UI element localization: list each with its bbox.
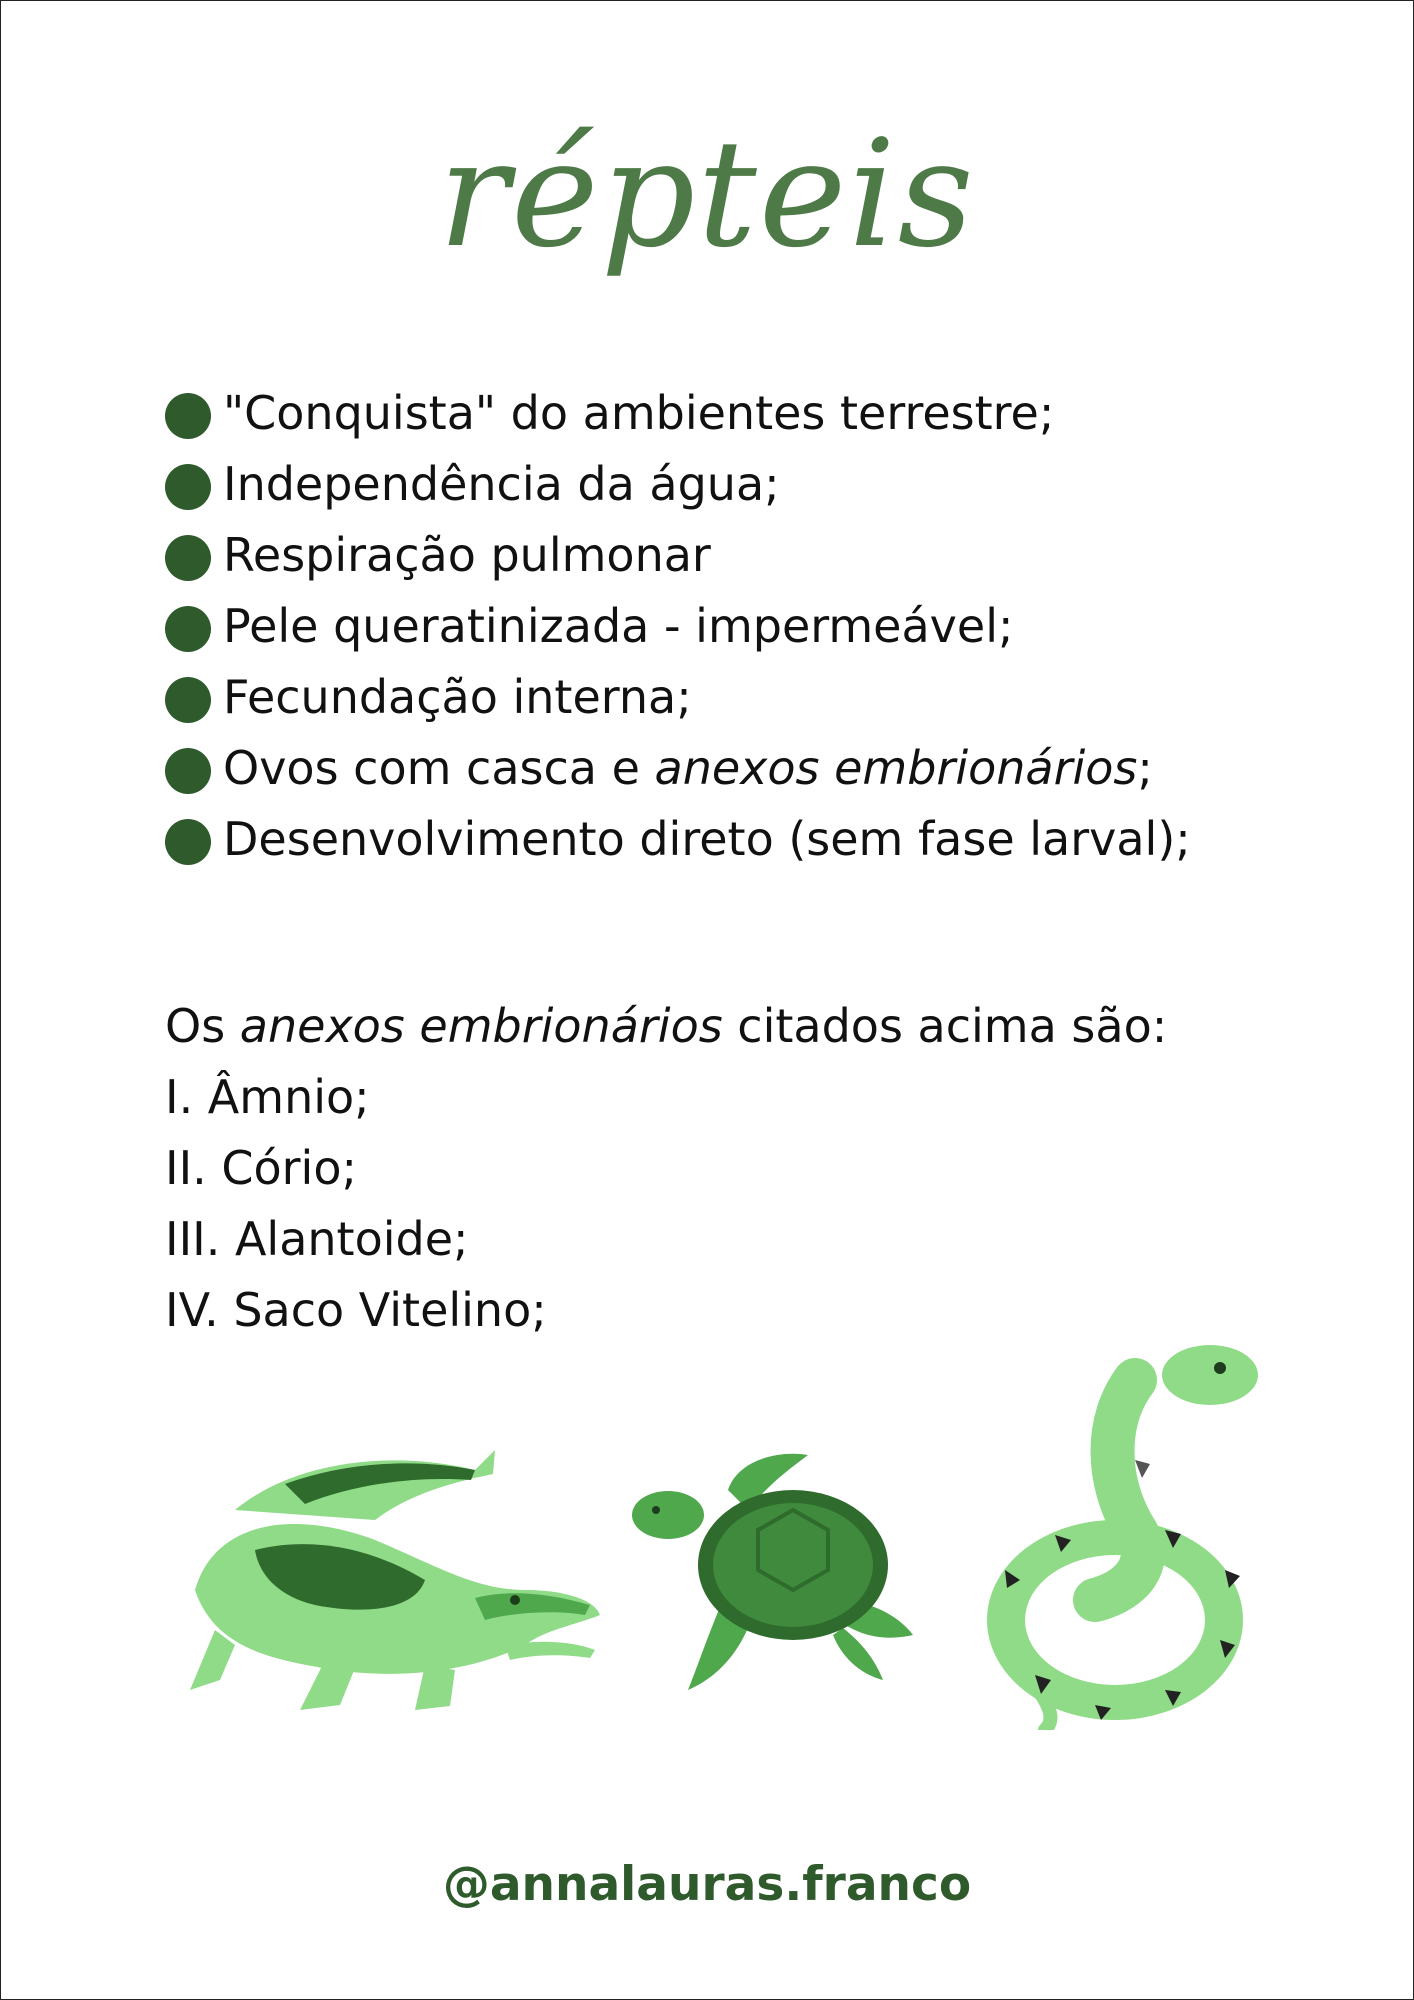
- author-handle: @annalauras.franco: [442, 1857, 972, 1912]
- list-item-text: Pele queratinizada - impermeável;: [223, 599, 1014, 653]
- crocodile-icon: [175, 1440, 605, 1720]
- list-item-text: Ovos com casca e: [223, 741, 655, 795]
- list-item: [165, 591, 1191, 662]
- bullet-dot-icon: [165, 819, 211, 865]
- page-title: répteis: [438, 108, 976, 280]
- list-item-text-end: ;: [1137, 741, 1153, 795]
- annexes-intro-emphasis: anexos embrionários: [239, 999, 723, 1053]
- bullet-dot-icon: [165, 677, 211, 723]
- list-item-text: Desenvolvimento direto (sem fase larval);: [223, 812, 1191, 866]
- bullet-dot-icon: [165, 606, 211, 652]
- features-list: [165, 378, 1191, 875]
- list-item: [165, 733, 1191, 804]
- sea-turtle-icon: [628, 1450, 918, 1700]
- list-item-text: "Conquista" do ambientes terrestre;: [223, 386, 1055, 440]
- bullet-dot-icon: [165, 748, 211, 794]
- list-item-text: Fecundação interna;: [223, 670, 692, 724]
- list-item-emphasis: anexos embrionários: [654, 741, 1138, 795]
- annex-item: IV. Saco Vitelino;: [165, 1283, 547, 1337]
- list-item-text: Independência da água;: [223, 457, 780, 511]
- list-item: [165, 520, 1191, 591]
- bullet-dot-icon: [165, 464, 211, 510]
- list-item: [165, 804, 1191, 875]
- annexes-intro: [165, 991, 1167, 1062]
- annex-item: III. Alantoide;: [165, 1212, 469, 1266]
- bullet-dot-icon: [165, 393, 211, 439]
- list-item: [165, 378, 1191, 449]
- bullet-dot-icon: [165, 535, 211, 581]
- snake-icon: [985, 1340, 1275, 1730]
- list-item: [165, 662, 1191, 733]
- annex-item: I. Âmnio;: [165, 1070, 370, 1124]
- list-item-text: Respiração pulmonar: [223, 528, 711, 582]
- list-item: [165, 449, 1191, 520]
- annex-item: II. Cório;: [165, 1141, 357, 1195]
- annexes-section: [165, 991, 1167, 1346]
- annexes-intro-text: Os: [165, 999, 240, 1053]
- annexes-intro-text-end: citados acima são:: [722, 999, 1168, 1053]
